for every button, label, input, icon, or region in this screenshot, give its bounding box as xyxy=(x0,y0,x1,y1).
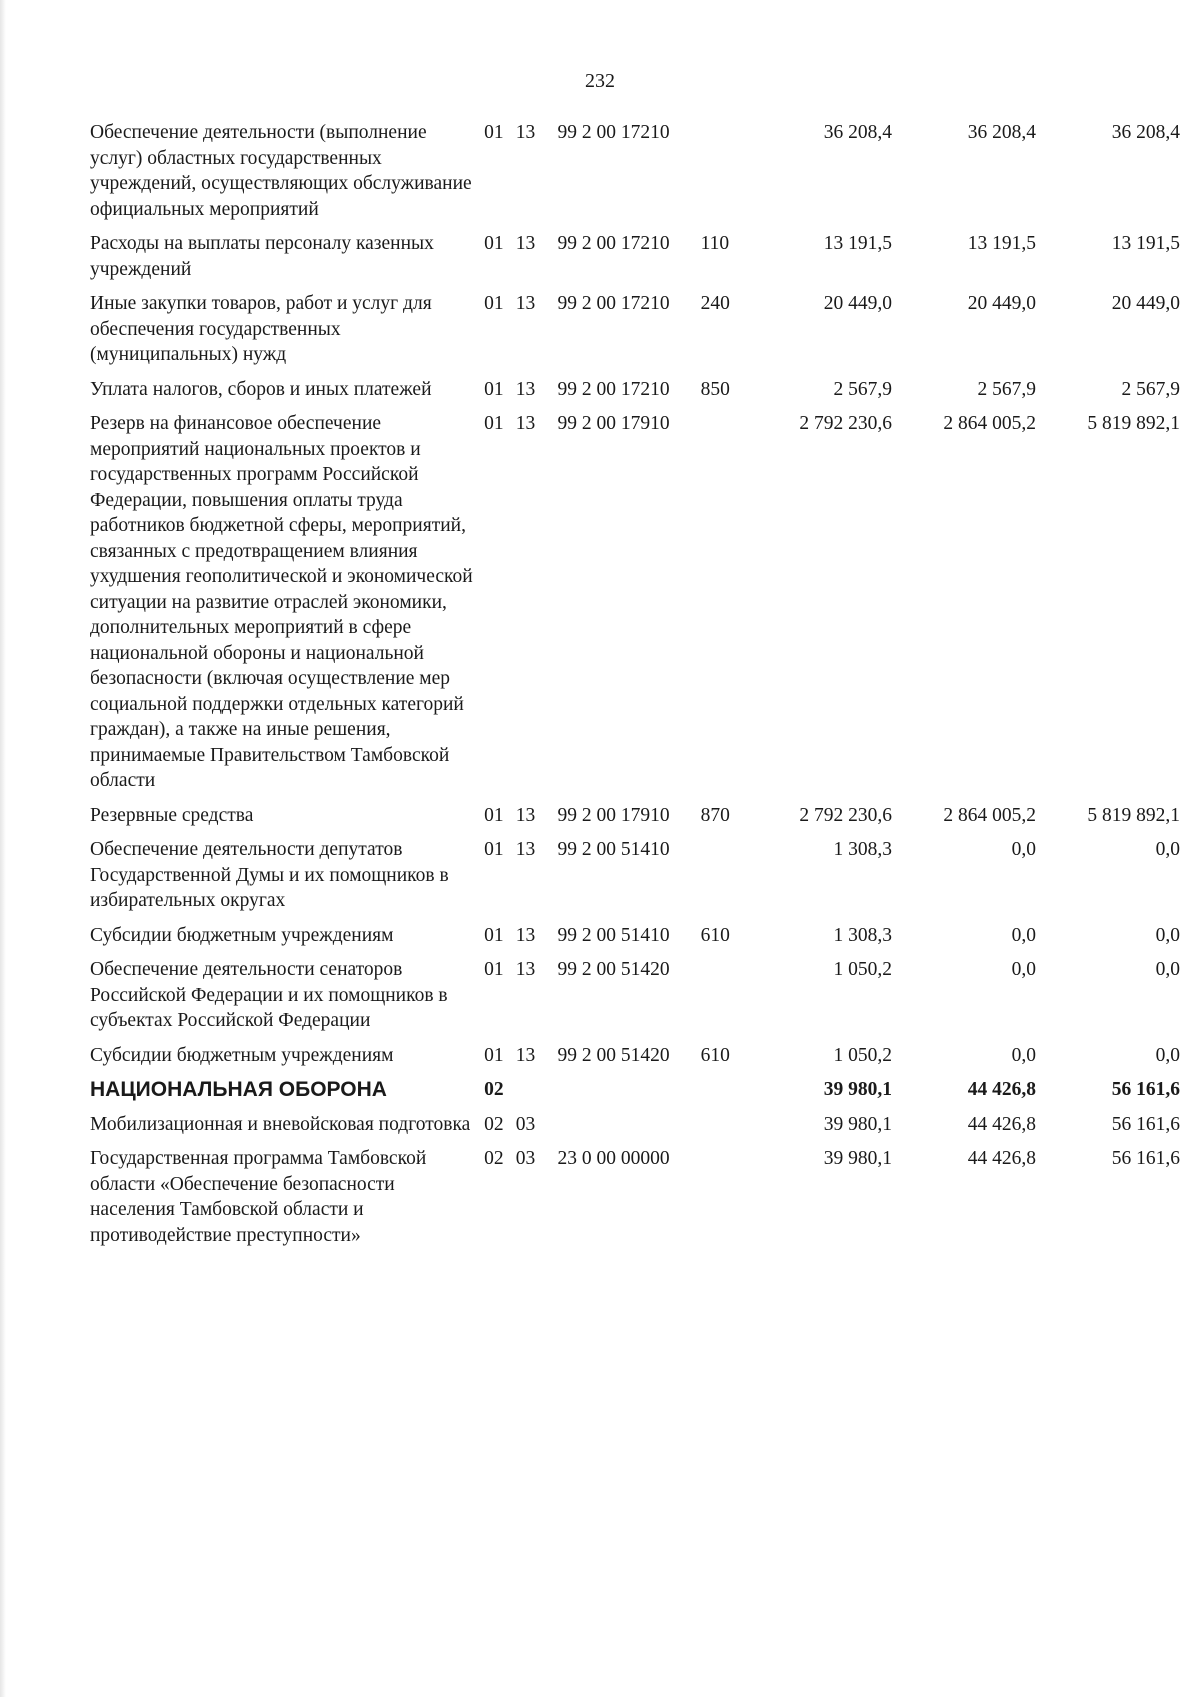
row-section: 02 xyxy=(484,1148,504,1169)
row-expense-type xyxy=(701,1112,747,1147)
table-row xyxy=(90,120,1180,231)
row-expense-type: 610 xyxy=(700,924,730,946)
row-subsection: 13 xyxy=(515,233,536,254)
row-name: Субсидии бюджетным учреждениям xyxy=(90,924,394,946)
table-row xyxy=(90,837,1180,923)
row-name: Резерв на финансовое обеспечение мероприятий национальных проектов и государственных программ Российской Федерации, повышения оплаты труда работников бюджетной сферы, мероприятий, связанных с предотвращением влияния ухудшения геополитической и экономической ситуации на развитие отраслей экономики, дополнительных мероприятий в сфере национальной обороны и национальной безопасности (включая осуществление мер социальной поддержки отдельных категорий граждан), а также на иные решения, принимаемые Правительством Тамбовской области xyxy=(90,413,473,791)
row-expense-type xyxy=(701,120,747,231)
row-amount-year3: 0,0 xyxy=(1155,924,1180,946)
row-expense-type xyxy=(701,1077,747,1112)
row-amount-year1: 36 208,4 xyxy=(823,122,892,143)
row-name: Обеспечение деятельности депутатов Государственной Думы и их помощников в избирательных округах xyxy=(90,839,449,911)
row-expense-type: 850 xyxy=(700,378,730,400)
table-row xyxy=(90,1112,1180,1147)
row-amount-year3: 56 161,6 xyxy=(1111,1079,1180,1100)
row-name: Резервные средства xyxy=(90,804,254,826)
row-amount-year1: 13 191,5 xyxy=(823,233,892,254)
row-name: Субсидии бюджетным учреждениям xyxy=(90,1044,394,1066)
row-name: Иные закупки товаров, работ и услуг для обеспечения государственных (муниципальных) нужд xyxy=(90,293,432,365)
row-name: Обеспечение деятельности сенаторов Российской Федерации и их помощников в субъектах Российской Федерации xyxy=(90,959,448,1031)
row-subsection: 13 xyxy=(515,1044,536,1066)
row-amount-year2: 0,0 xyxy=(1011,959,1036,980)
row-amount-year2: 0,0 xyxy=(1011,1044,1036,1066)
row-expense-type xyxy=(701,411,747,803)
row-target-article: 23 0 00 00000 xyxy=(557,1148,670,1169)
row-amount-year3: 0,0 xyxy=(1155,1044,1180,1066)
row-amount-year2: 44 426,8 xyxy=(967,1148,1036,1169)
row-expense-type: 240 xyxy=(700,293,730,314)
table-row xyxy=(90,1043,1180,1078)
row-expense-type xyxy=(701,957,747,1043)
table-row xyxy=(90,1146,1180,1257)
row-amount-year3: 5 819 892,1 xyxy=(1087,804,1180,826)
row-amount-year2: 0,0 xyxy=(1011,839,1036,860)
row-name: Государственная программа Тамбовской области «Обеспечение безопасности населения Тамбовской области и противодействие преступности» xyxy=(90,1148,427,1246)
table-row xyxy=(90,957,1180,1043)
row-amount-year3: 56 161,6 xyxy=(1111,1113,1180,1135)
row-subsection: 13 xyxy=(515,122,536,143)
row-section: 01 xyxy=(484,839,504,860)
row-amount-year1: 39 980,1 xyxy=(823,1113,892,1135)
row-amount-year2: 44 426,8 xyxy=(967,1113,1036,1135)
row-amount-year3: 5 819 892,1 xyxy=(1087,413,1180,434)
table-row xyxy=(90,411,1180,803)
table-row xyxy=(90,291,1180,377)
row-amount-year1: 1 050,2 xyxy=(833,1044,892,1066)
row-amount-year1: 1 308,3 xyxy=(833,924,892,946)
row-target-article xyxy=(554,1077,701,1112)
row-amount-year2: 2 567,9 xyxy=(977,378,1036,400)
budget-table xyxy=(90,120,1180,1257)
row-amount-year1: 20 449,0 xyxy=(823,293,892,314)
row-amount-year1: 39 980,1 xyxy=(823,1079,892,1100)
row-target-article: 99 2 00 17210 xyxy=(557,378,670,400)
row-section: 01 xyxy=(484,378,504,400)
row-amount-year1: 2 792 230,6 xyxy=(799,804,892,826)
row-target-article: 99 2 00 17210 xyxy=(557,122,670,143)
row-amount-year3: 0,0 xyxy=(1155,839,1180,860)
row-section: 02 xyxy=(484,1113,504,1135)
row-subsection: 13 xyxy=(515,804,536,826)
row-name: Расходы на выплаты персоналу казенных учреждений xyxy=(90,233,434,280)
row-expense-type xyxy=(701,1146,747,1257)
row-amount-year1: 2 792 230,6 xyxy=(799,413,892,434)
row-subsection: 13 xyxy=(515,839,536,860)
row-subsection: 13 xyxy=(515,378,536,400)
row-amount-year2: 13 191,5 xyxy=(967,233,1036,254)
row-amount-year3: 20 449,0 xyxy=(1111,293,1180,314)
row-amount-year2: 44 426,8 xyxy=(967,1079,1036,1100)
scan-edge-shadow xyxy=(0,0,6,1697)
row-amount-year2: 0,0 xyxy=(1011,924,1036,946)
row-amount-year1: 39 980,1 xyxy=(823,1148,892,1169)
row-section: 01 xyxy=(484,413,504,434)
row-amount-year3: 13 191,5 xyxy=(1111,233,1180,254)
row-section: 01 xyxy=(484,1044,504,1066)
row-amount-year1: 1 050,2 xyxy=(833,959,892,980)
table-row xyxy=(90,231,1180,291)
row-expense-type: 610 xyxy=(700,1044,730,1066)
row-amount-year3: 56 161,6 xyxy=(1111,1148,1180,1169)
row-section: 01 xyxy=(484,924,504,946)
row-target-article: 99 2 00 17210 xyxy=(557,233,670,254)
table-row xyxy=(90,803,1180,838)
row-section: 01 xyxy=(484,293,504,314)
row-target-article: 99 2 00 17210 xyxy=(557,293,670,314)
row-expense-type: 870 xyxy=(700,804,730,826)
table-row xyxy=(90,923,1180,958)
row-amount-year3: 2 567,9 xyxy=(1121,378,1180,400)
row-section: 01 xyxy=(484,804,504,826)
page-number: 232 xyxy=(585,70,615,92)
row-target-article: 99 2 00 17910 xyxy=(557,804,670,826)
row-expense-type: 110 xyxy=(700,233,730,254)
row-target-article xyxy=(554,1112,701,1147)
row-subsection: 13 xyxy=(515,959,536,980)
row-subsection: 03 xyxy=(515,1148,536,1169)
row-subsection xyxy=(516,1077,554,1112)
row-name: Уплата налогов, сборов и иных платежей xyxy=(90,378,432,400)
row-amount-year2: 36 208,4 xyxy=(967,122,1036,143)
row-amount-year2: 20 449,0 xyxy=(967,293,1036,314)
row-amount-year3: 0,0 xyxy=(1155,959,1180,980)
row-subsection: 13 xyxy=(515,924,536,946)
row-name: Мобилизационная и вневойсковая подготовка xyxy=(90,1113,471,1135)
row-target-article: 99 2 00 51420 xyxy=(557,1044,670,1066)
row-name: Обеспечение деятельности (выполнение услуг) областных государственных учреждений, осуществляющих обслуживание официальных мероприятий xyxy=(90,122,472,220)
row-section: 02 xyxy=(484,1079,504,1100)
table-row xyxy=(90,377,1180,412)
section-header-row xyxy=(90,1077,1180,1112)
row-target-article: 99 2 00 51410 xyxy=(557,924,670,946)
row-section: 01 xyxy=(484,122,504,143)
row-subsection: 03 xyxy=(515,1113,536,1135)
row-section: 01 xyxy=(484,959,504,980)
row-amount-year3: 36 208,4 xyxy=(1111,122,1180,143)
row-amount-year2: 2 864 005,2 xyxy=(943,804,1036,826)
row-target-article: 99 2 00 17910 xyxy=(557,413,670,434)
row-subsection: 13 xyxy=(515,293,536,314)
row-subsection: 13 xyxy=(515,413,536,434)
row-target-article: 99 2 00 51420 xyxy=(557,959,670,980)
row-amount-year2: 2 864 005,2 xyxy=(943,413,1036,434)
row-amount-year1: 2 567,9 xyxy=(833,378,892,400)
row-name: НАЦИОНАЛЬНАЯ ОБОРОНА xyxy=(90,1078,387,1101)
row-expense-type xyxy=(701,837,747,923)
row-amount-year1: 1 308,3 xyxy=(833,839,892,860)
row-section: 01 xyxy=(484,233,504,254)
row-target-article: 99 2 00 51410 xyxy=(557,839,670,860)
